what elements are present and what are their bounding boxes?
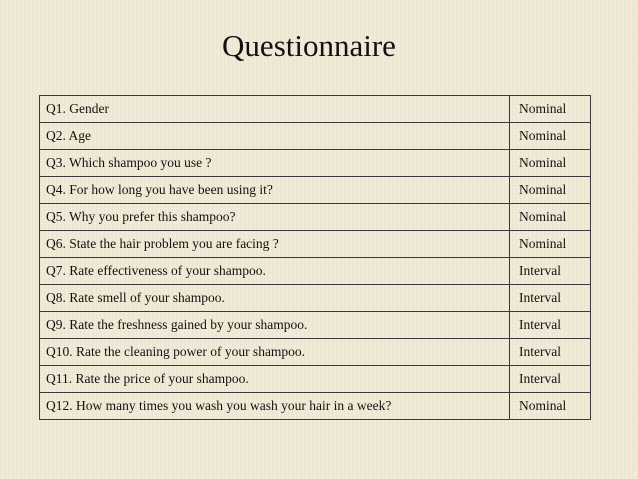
- measurement-type-cell: Nominal: [510, 150, 591, 177]
- measurement-type-cell: Interval: [510, 258, 591, 285]
- measurement-type-cell: Interval: [510, 312, 591, 339]
- measurement-type-cell: Nominal: [510, 204, 591, 231]
- table-row: [40, 204, 591, 231]
- table-row: [40, 177, 591, 204]
- question-cell: Q3. Which shampoo you use ?: [40, 150, 510, 177]
- table-row: [40, 231, 591, 258]
- question-cell: Q5. Why you prefer this shampoo?: [40, 204, 510, 231]
- measurement-type-cell: Nominal: [510, 177, 591, 204]
- table-row: [40, 339, 591, 366]
- question-cell: Q6. State the hair problem you are facing ?: [40, 231, 510, 258]
- question-cell: Q1. Gender: [40, 96, 510, 123]
- table-row: [40, 393, 591, 420]
- table-row: [40, 123, 591, 150]
- question-cell: Q7. Rate effectiveness of your shampoo.: [40, 258, 510, 285]
- table-row: [40, 285, 591, 312]
- measurement-type-cell: Nominal: [510, 393, 591, 420]
- measurement-type-cell: Nominal: [510, 123, 591, 150]
- table-row: [40, 312, 591, 339]
- question-cell: Q12. How many times you wash you wash your hair in a week?: [40, 393, 510, 420]
- table-row: [40, 366, 591, 393]
- measurement-type-cell: Interval: [510, 366, 591, 393]
- measurement-type-cell: Interval: [510, 339, 591, 366]
- question-cell: Q10. Rate the cleaning power of your shampoo.: [40, 339, 510, 366]
- question-cell: Q4. For how long you have been using it?: [40, 177, 510, 204]
- questionnaire-table: [39, 95, 591, 420]
- question-cell: Q8. Rate smell of your shampoo.: [40, 285, 510, 312]
- measurement-type-cell: Nominal: [510, 231, 591, 258]
- question-cell: Q11. Rate the price of your shampoo.: [40, 366, 510, 393]
- table-row: [40, 96, 591, 123]
- page-title: Questionnaire: [222, 28, 396, 63]
- measurement-type-cell: Nominal: [510, 96, 591, 123]
- question-cell: Q2. Age: [40, 123, 510, 150]
- measurement-type-cell: Interval: [510, 285, 591, 312]
- table-row: [40, 150, 591, 177]
- table-row: [40, 258, 591, 285]
- question-cell: Q9. Rate the freshness gained by your shampoo.: [40, 312, 510, 339]
